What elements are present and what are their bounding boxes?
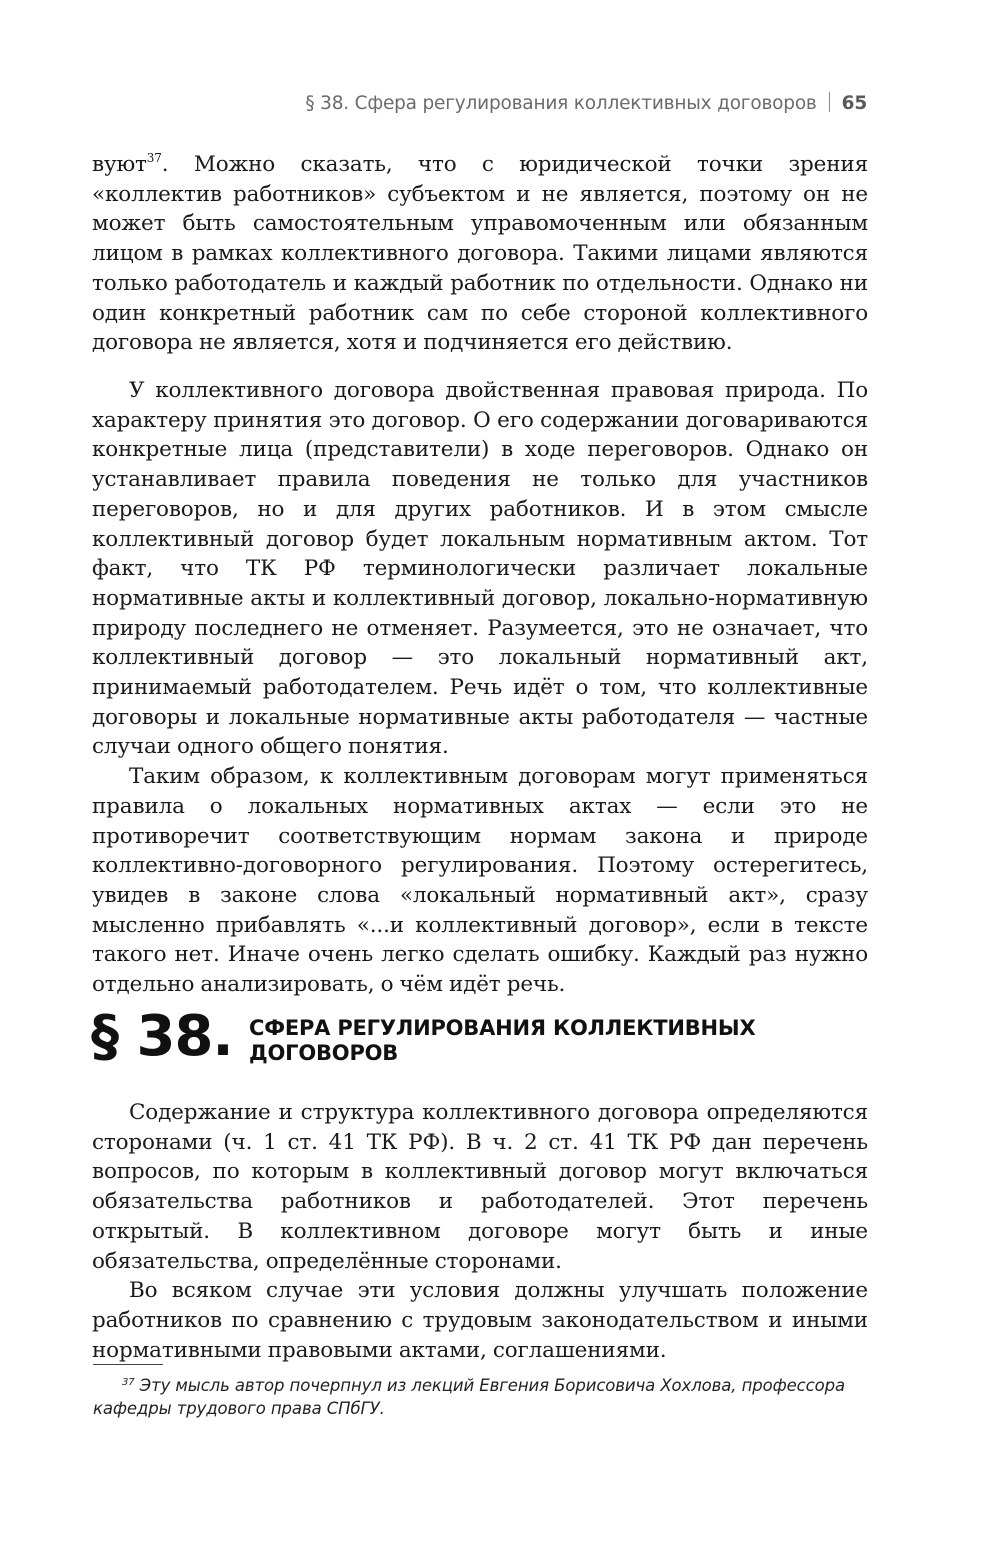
section-paragraph-2: Во всяком случае эти условия должны улучшать положение работников по сравнению с трудовым законодательством и иными нормативными правовыми актами, соглашениями. (92, 1278, 868, 1363)
paragraph-1-start: вуют (92, 152, 147, 177)
section-text-block (92, 1098, 868, 1365)
section-title (249, 1016, 755, 1066)
footnote-number: 37 (122, 1377, 135, 1388)
footnote-rule (93, 1364, 163, 1365)
middle-text-block (92, 376, 868, 1000)
section-number: § 38. (91, 1004, 233, 1069)
footnote-reference: 37 (146, 151, 162, 165)
running-header (305, 92, 867, 114)
running-header-title: § 38. Сфера регулирования коллективных договоров (305, 93, 817, 114)
section-heading (91, 1004, 871, 1080)
section-title-line-2: ДОГОВОРОВ (249, 1041, 399, 1065)
paragraph-2: У коллективного договора двойственная правовая природа. По характеру принятия это договор. О его содержании договариваются конкретные лица (представители) в ходе переговоров. Однако он устанавливает правила поведения не только для участников переговоров, но и для других работников. И в этом смысле коллективный договор будет локальным нормативным актом. Тот факт, что ТК РФ терминологически различает локальные нормативные акты и коллективный договор, локально-нормативную природу последнего не отменяет. Разумеется, это не означает, что коллективный договор — это локальный нормативный акт, принимаемый работодателем. Речь идёт о том, что коллективные договоры и локальные нормативные акты работодателя — частные случаи одного общего понятия. (92, 378, 868, 760)
page-number: 65 (841, 93, 867, 114)
paragraph-1-rest: . Можно сказать, что с юридической точки зрения «коллектив работников» субъектом и не является, поэтому он не может быть самостоятельным управомоченным или обязанным лицом в рамках коллективного договора. Такими лицами являются только работодатель и каждый работник по отдельности. Однако ни один конкретный работник сам по себе стороной коллективного договора не является, хотя и подчиняется его действию. (92, 152, 868, 356)
header-divider (829, 92, 830, 112)
paragraph-1 (92, 150, 868, 358)
paragraph-3: Таким образом, к коллективным договорам могут применяться правила о локальных нормативных актах — если это не противоречит соответствующим нормам закона и природе коллективно-договорного регулирования. Поэтому остерегитесь, увидев в законе слова «локальный нормативный акт», сразу мысленно прибавлять «...и коллективный договор», если в тексте такого нет. Иначе очень легко сделать ошибку. Каждый раз нужно отдельно анализировать, о чём идёт речь. (92, 764, 868, 998)
footnote (93, 1374, 869, 1420)
footnote-text: Эту мысль автор почерпнул из лекций Евгения Борисовича Хохлова, профессора кафедры трудового права СПбГУ. (93, 1376, 846, 1418)
section-title-line-1: СФЕРА РЕГУЛИРОВАНИЯ КОЛЛЕКТИВНЫХ (249, 1016, 756, 1040)
top-text-block (92, 150, 868, 358)
section-paragraph-1: Содержание и структура коллективного договора определяются сторонами (ч. 1 ст. 41 ТК РФ). В ч. 2 ст. 41 ТК РФ дан перечень вопросов, по которым в коллективный договор могут включаться обязательства работников и работодателей. Этот перечень открытый. В коллективном договоре могут быть и иные обязательства, определённые сторонами. (92, 1100, 868, 1274)
